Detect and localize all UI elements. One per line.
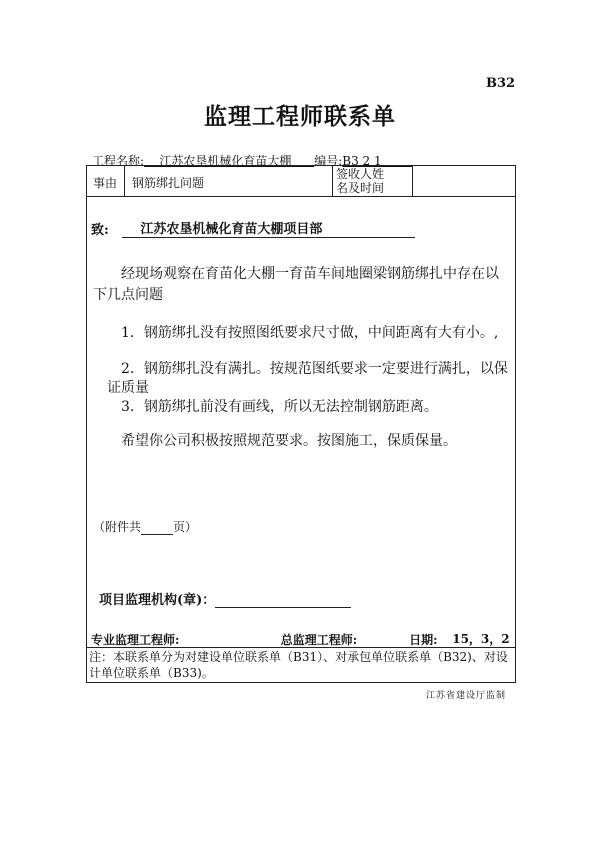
- matter-value: 钢筋绑扎问题: [132, 176, 205, 190]
- issue-item-1: 1．钢筋绑扎没有按照图纸要求尺寸做，中间距离有大有小。,: [121, 325, 499, 341]
- supervision-org-field: [215, 594, 351, 608]
- chief-engineer-label: 总监理工程师:: [280, 633, 358, 647]
- attachment-note: （附件共 页）: [93, 520, 198, 534]
- closing-remark: 希望你公司积极按照规范要求。按图施工，保质保量。: [121, 433, 457, 449]
- signature-row: [91, 630, 516, 648]
- intro-line-2: 下几点问题: [93, 287, 163, 303]
- date-value: 15，3，2: [446, 630, 516, 648]
- specialist-engineer-label: 专业监理工程师:: [91, 633, 180, 647]
- sign-label: 签收人姓 名及时间: [336, 167, 385, 195]
- matter-divider: [124, 166, 125, 196]
- project-name-label: 工程名称:: [92, 154, 145, 168]
- project-number-label: 编号:: [314, 154, 343, 168]
- intro-line-1: 经现场观察在育苗化大棚一育苗车间地圈梁钢筋绑扎中存在以: [121, 266, 499, 282]
- sign-divider-right: [412, 166, 413, 196]
- form-code: B32: [486, 76, 516, 91]
- form-note: 注：本联系单分为对建设单位联系单（B31）、对承包单位联系单（B32)、对设 计单位联系单（B33)。: [89, 650, 508, 680]
- to-label: 致:: [91, 223, 109, 238]
- date-label: 日期:: [409, 633, 438, 647]
- supervision-org-line: [99, 589, 351, 608]
- note-divider: [87, 647, 515, 648]
- form-frame: [86, 165, 516, 683]
- page-title: 监理工程师联系单: [204, 103, 396, 130]
- issuer-mark: 江苏省建设厅监制: [426, 691, 507, 701]
- issue-item-3: 3．钢筋绑扎前没有画线，所以无法控制钢筋距离。: [121, 399, 438, 415]
- to-line: [91, 218, 415, 238]
- matter-label: 事由: [93, 176, 118, 190]
- issue-item-2-line-2: 证质量: [107, 380, 149, 396]
- project-name-value: 江苏农垦机械化育苗大棚: [159, 154, 292, 168]
- to-recipient: 江苏农垦机械化育苗大棚项目部: [122, 218, 415, 238]
- project-number-value: B3 2 1: [342, 154, 382, 168]
- sign-divider-left: [332, 166, 333, 196]
- supervision-org-label: 项目监理机构(章)：: [99, 593, 216, 608]
- issue-item-2-line-1: 2．钢筋绑扎没有满扎。按规范图纸要求一定要进行满扎，以保: [121, 361, 508, 377]
- header-divider: [87, 196, 515, 197]
